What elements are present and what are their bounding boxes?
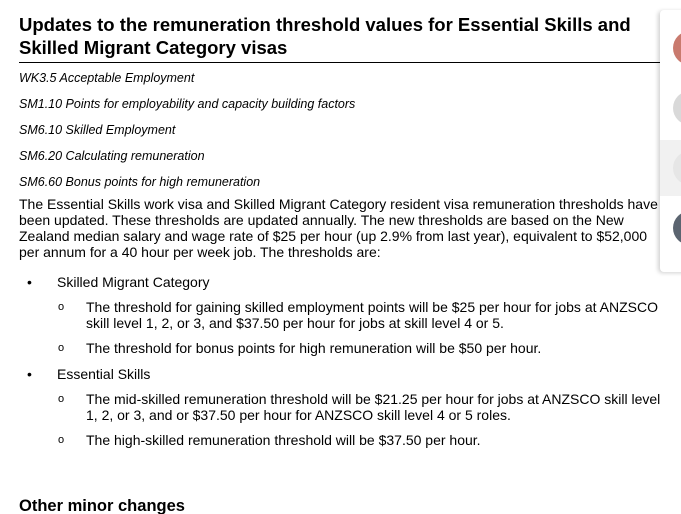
sub-item-text: The threshold for bonus points for high remuneration will be $50 per hour. bbox=[86, 340, 542, 356]
collaborator-slot[interactable] bbox=[660, 200, 681, 256]
avatar-icon[interactable] bbox=[673, 211, 681, 245]
bullet-icon: • bbox=[27, 274, 32, 290]
list-item bbox=[19, 366, 661, 448]
sub-list-item bbox=[57, 299, 661, 331]
circle-bullet-icon: o bbox=[58, 342, 65, 354]
avatar-icon[interactable] bbox=[673, 151, 681, 185]
collaborator-slot[interactable] bbox=[660, 140, 681, 196]
sub-item-text: The mid-skilled remuneration threshold will be $21.25 per hour for jobs at ANZSCO skill level 1, 2, or 3, and or $37.50 per hour for ANZSCO skill level 4 or 5 roles. bbox=[86, 391, 661, 423]
reference-item: SM6.60 Bonus points for high remuneration bbox=[19, 175, 261, 189]
sub-item-text: The high-skilled remuneration threshold will be $37.50 per hour. bbox=[86, 432, 481, 448]
reference-list bbox=[19, 71, 661, 201]
avatar-icon[interactable] bbox=[673, 31, 681, 65]
intro-paragraph: The Essential Skills work visa and Skilled Migrant Category resident visa remuneration thresholds have been updated. These thresholds are updated annually. The new thresholds are based on the New Zealand median salary and wage rate of $25 per hour (up 2.9% from last year), equivalent to $52,000 per annum for a 40 hour per week job. The thresholds are: bbox=[19, 196, 658, 260]
bullet-icon: • bbox=[27, 366, 32, 382]
circle-bullet-icon: o bbox=[58, 393, 65, 405]
list-item bbox=[19, 274, 661, 356]
collaborators-panel bbox=[660, 10, 681, 272]
reference-item: SM6.10 Skilled Employment bbox=[19, 123, 176, 137]
sub-list-item bbox=[57, 340, 661, 356]
reference-item: WK3.5 Acceptable Employment bbox=[19, 71, 195, 85]
sub-item-text: The threshold for gaining skilled employment points will be $25 per hour for jobs at ANZSCO skill level 1, 2, or 3, and $37.50 per hour for jobs at skill level 4 or 5. bbox=[86, 299, 658, 331]
sub-list-item bbox=[57, 432, 661, 448]
reference-item: SM6.20 Calculating remuneration bbox=[19, 149, 205, 163]
collaborator-slot[interactable] bbox=[660, 20, 681, 76]
document-title: Updates to the remuneration threshold values for Essential Skills and Skilled Migrant Category visas bbox=[19, 13, 661, 63]
section-heading-next: Other minor changes bbox=[19, 497, 185, 514]
sub-list bbox=[57, 391, 661, 448]
circle-bullet-icon: o bbox=[58, 301, 65, 313]
document bbox=[19, 13, 661, 458]
section-heading: Essential Skills bbox=[57, 366, 151, 382]
sub-list bbox=[57, 299, 661, 356]
reference-item: SM1.10 Points for employability and capacity building factors bbox=[19, 97, 356, 111]
avatar-icon[interactable] bbox=[673, 91, 681, 125]
section-heading: Skilled Migrant Category bbox=[57, 274, 210, 290]
threshold-list bbox=[19, 274, 661, 448]
circle-bullet-icon: o bbox=[58, 434, 65, 446]
collaborator-slot[interactable] bbox=[660, 80, 681, 136]
sub-list-item bbox=[57, 391, 661, 423]
